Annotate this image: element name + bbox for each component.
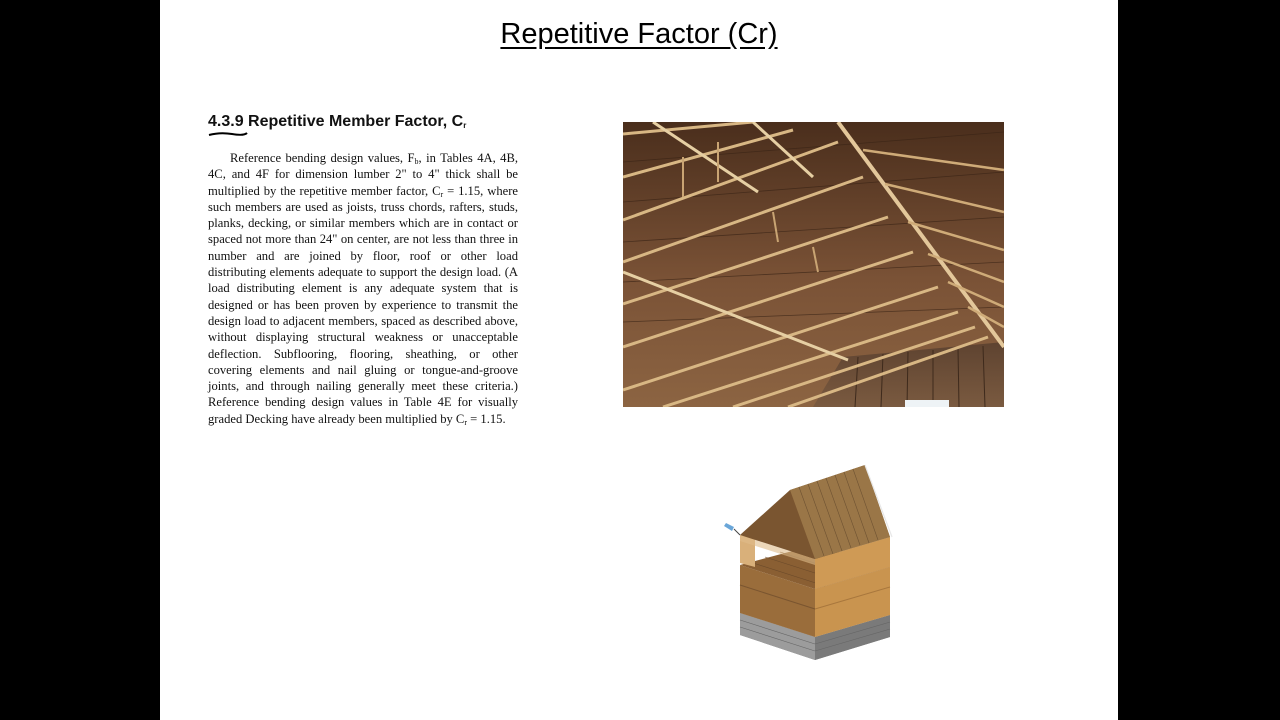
section-number: 4.3.9 — [208, 113, 244, 130]
section-heading — [208, 113, 466, 131]
section-title-subscript: r — [463, 121, 467, 130]
para-part-3: = 1.15, where such members are used as joists, truss chords, rafters, studs, planks, decking, or similar members which are in contact or spaced not more than 24" on center, are not less than three in number and are joined by floor, roof or other load distributing elements adequate to support the design load. (A load distributing element is any adequate system that is designed or has been proven by experience to transmit the design load to adjacent members, spaced as described above, without displaying structural weakness or unacceptable deflection. Subflooring, flooring, sheathing, or other covering elements and nail gluing or tongue-and-groove joints, and through nailing generally meet these criteria.) Reference bending design values in Table 4E for visually graded Decking have already been multiplied by C — [208, 183, 518, 426]
handwritten-underline-icon — [208, 131, 248, 137]
slide — [160, 0, 1118, 720]
para-sub-1: b — [414, 157, 419, 166]
house-framing-model — [720, 455, 900, 665]
para-part-2: , in Tables 4A, 4B, 4C, and 4F for dimension lumber 2" to 4" thick shall be multiplied by the repetitive member factor, C — [208, 151, 519, 198]
body-paragraph — [208, 150, 518, 427]
para-sub-2: r — [440, 189, 444, 199]
para-part-1: Reference bending design values, F — [230, 151, 415, 165]
roof-rafters-photo — [623, 122, 1004, 407]
section-title: Repetitive Member Factor, C — [248, 113, 464, 130]
para-part-4: = 1.15. — [467, 411, 506, 426]
slide-title: Repetitive Factor (Cr) — [500, 18, 778, 50]
para-sub-3: r — [464, 417, 468, 427]
